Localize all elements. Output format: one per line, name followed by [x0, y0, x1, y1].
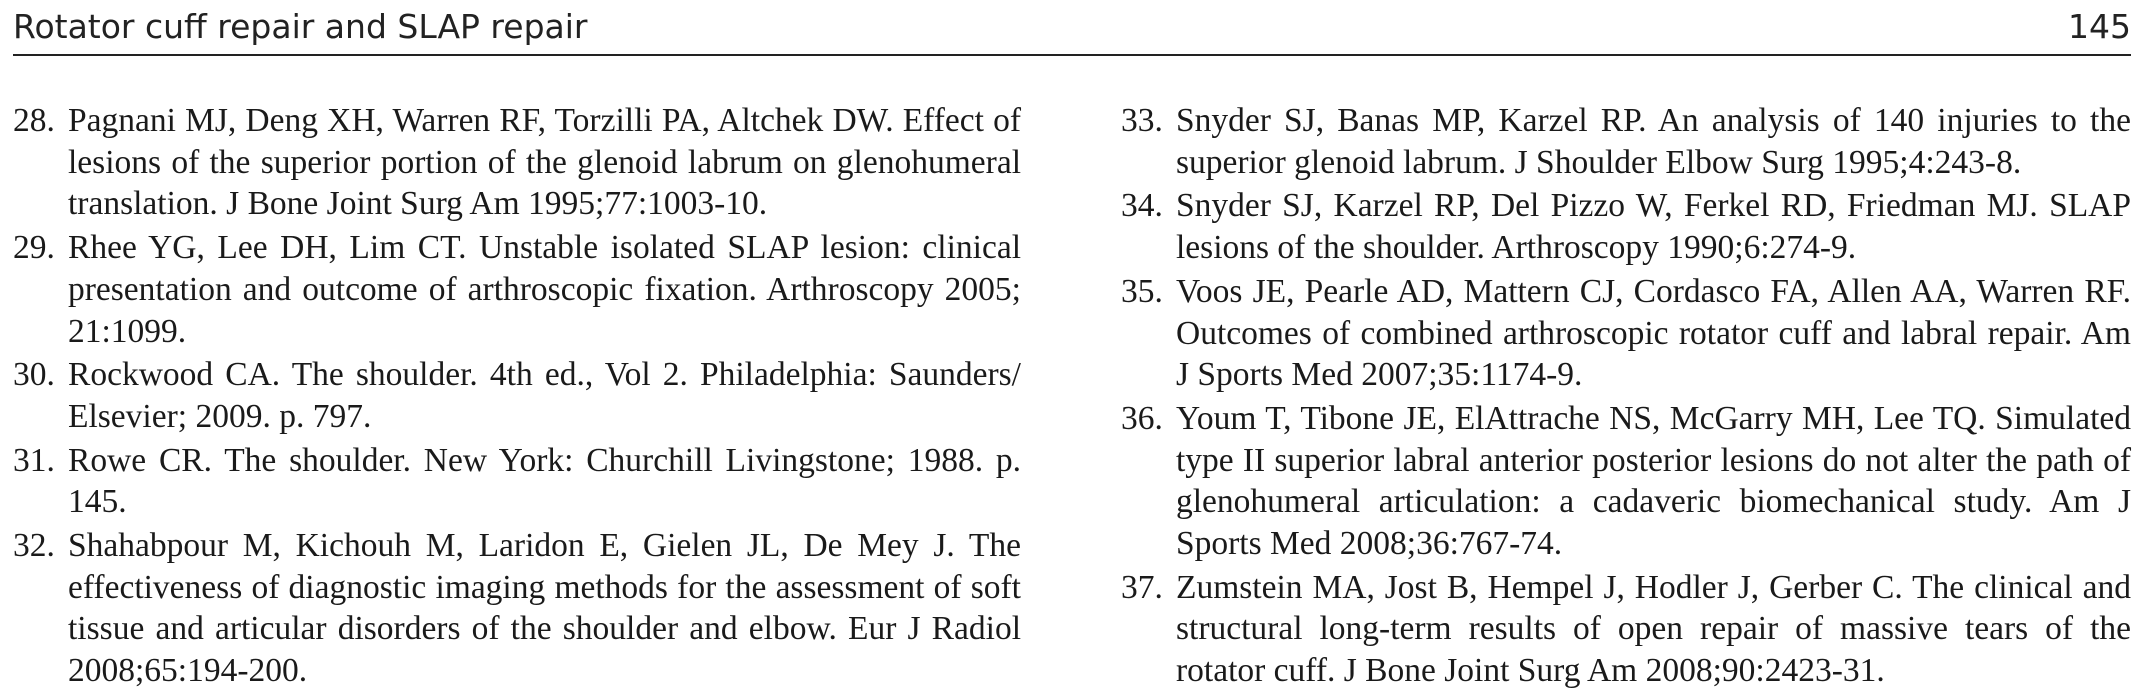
reference-text: Rowe CR. The shoulder. New York: Churchill Livingstone; 1988. p. 145.	[68, 441, 1021, 521]
reference-text: Snyder SJ, Karzel RP, Del Pizzo W, Ferkel RD, Friedman MJ. SLAP lesions of the shoulder. Arthroscopy 1990;6:274-9.	[1176, 187, 2131, 267]
running-title: Rotator cuff repair and SLAP repair	[13, 7, 588, 46]
reference-text: Shahabpour M, Kichouh M, Laridon E, Gielen JL, De Mey J. The effectiveness of diagnostic imaging methods for the assessment of soft tissue and articular disorders of the shoulder and elbow. Eur J Radiol 2008;65:194-200.	[68, 527, 1021, 690]
reference-text: Pagnani MJ, Deng XH, Warren RF, Torzilli PA, Altchek DW. Effect of lesions of the superior portion of the glenoid labrum on glenohumeral translation. J Bone Joint Surg Am 1995;77:1003-10.	[68, 102, 1021, 223]
reference-text: Rhee YG, Lee DH, Lim CT. Unstable isolated SLAP lesion: clinical presentation and outcome of arthroscopic fixation. Arthroscopy 2005; 21:1099.	[68, 229, 1021, 350]
reference-number: 37.	[1121, 568, 1163, 606]
reference-number: 34.	[1121, 187, 1163, 225]
running-header	[13, 0, 2131, 56]
reference-text: Snyder SJ, Banas MP, Karzel RP. An analysis of 140 injuries to the superior glenoid labrum. J Shoulder Elbow Surg 1995;4:243-8.	[1176, 102, 2131, 181]
reference-item	[13, 440, 1021, 523]
reference-text: Rockwood CA. The shoulder. 4th ed., Vol 2. Philadelphia: Saunders/ Elsevier; 2009. p. 797.	[68, 356, 1021, 435]
reference-number: 33.	[1121, 102, 1163, 139]
reference-number: 28.	[13, 102, 55, 139]
reference-item	[13, 100, 1021, 225]
reference-item	[13, 227, 1021, 352]
reference-number: 32.	[13, 527, 55, 565]
reference-item	[13, 354, 1021, 437]
reference-item	[1121, 567, 2131, 692]
reference-item	[1121, 398, 2131, 565]
reference-text: Voos JE, Pearle AD, Mattern CJ, Cordasco FA, Allen AA, Warren RF. Outcomes of combined arthroscopic rotator cuff and labral repair. Am J Sports Med 2007;35:1174-9.	[1176, 272, 2131, 394]
reference-item	[1121, 271, 2131, 396]
page-number: 145	[2068, 7, 2131, 46]
reference-number: 29.	[13, 229, 55, 267]
reference-number: 36.	[1121, 399, 1163, 437]
reference-text: Youm T, Tibone JE, ElAttrache NS, McGarry MH, Lee TQ. Simulated type II superior labral anterior posterior lesions do not alter the path of glenohumeral articulation: a cadaveric biomechanical study. Am J Sports Med 2008;36:767-74.	[1176, 399, 2131, 563]
reference-number: 31.	[13, 441, 55, 479]
reference-item	[1121, 100, 2131, 183]
reference-item	[1121, 185, 2131, 268]
reference-item	[13, 525, 1021, 692]
reference-number: 35.	[1121, 272, 1163, 310]
reference-text: Zumstein MA, Jost B, Hempel J, Hodler J, Gerber C. The clinical and structural long-term results of open repair of massive tears of the rotator cuff. J Bone Joint Surg Am 2008;90:2423-31.	[1176, 568, 2131, 690]
reference-number: 30.	[13, 356, 55, 394]
references-left-column	[13, 100, 1021, 692]
references-right-column	[1121, 100, 2131, 692]
